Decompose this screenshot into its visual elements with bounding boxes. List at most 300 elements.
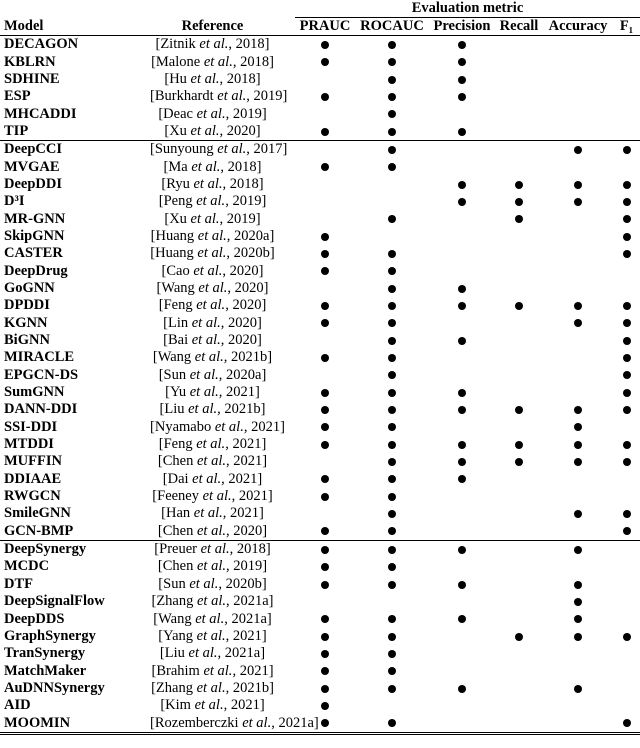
filled-circle-icon bbox=[388, 510, 396, 518]
metric-cell-f₁ bbox=[613, 662, 640, 679]
citation-author: Liu bbox=[164, 645, 185, 662]
filled-circle-icon bbox=[388, 563, 396, 571]
model-name: SSI-DDI bbox=[4, 418, 58, 435]
metric-cell-f₁ bbox=[613, 645, 640, 662]
citation-author: Kim bbox=[165, 697, 191, 714]
filled-circle-icon bbox=[388, 458, 396, 466]
metric-cell-rocauc bbox=[355, 141, 429, 159]
metric-cell-recall bbox=[495, 262, 543, 279]
filled-circle-icon bbox=[623, 719, 631, 727]
citation-etal: et al. bbox=[196, 679, 226, 696]
citation-year: 2021 bbox=[230, 505, 260, 522]
citation-year: 2019 bbox=[232, 105, 262, 122]
citation-author: Sunyoung bbox=[154, 141, 214, 158]
table-row bbox=[0, 210, 640, 227]
citation-etal: et al. bbox=[193, 175, 223, 192]
metric-cell-f₁ bbox=[613, 105, 640, 122]
metric-cell-rocauc bbox=[355, 332, 429, 349]
metric-cell-prauc bbox=[295, 593, 355, 610]
citation-etal: et al. bbox=[214, 418, 244, 435]
metric-cell-f₁ bbox=[613, 297, 640, 314]
reference-citation: [Zitnik et al., 2018] bbox=[155, 36, 270, 53]
filled-circle-icon bbox=[623, 250, 631, 258]
table-row bbox=[0, 662, 640, 679]
filled-circle-icon bbox=[458, 41, 466, 49]
metric-cell-accuracy bbox=[543, 297, 613, 314]
filled-circle-icon bbox=[574, 319, 582, 327]
filled-circle-icon bbox=[458, 128, 466, 136]
citation-year: 2021a bbox=[231, 610, 267, 627]
filled-circle-icon bbox=[388, 110, 396, 118]
citation-author: Xu bbox=[169, 122, 187, 139]
metric-cell-f₁ bbox=[613, 401, 640, 418]
citation-year: 2020a bbox=[234, 227, 270, 244]
filled-circle-icon bbox=[388, 337, 396, 345]
metric-cell-recall bbox=[495, 53, 543, 70]
metric-cell-prauc bbox=[295, 419, 355, 436]
citation-year: 2021 bbox=[251, 418, 281, 435]
filled-circle-icon bbox=[388, 493, 396, 501]
metric-cell-accuracy bbox=[543, 280, 613, 297]
citation-year: 2020b bbox=[233, 245, 270, 262]
citation-year: 2021b bbox=[231, 349, 268, 366]
metric-cell-prauc bbox=[295, 228, 355, 245]
filled-circle-icon bbox=[321, 615, 329, 623]
metric-cell-precision bbox=[429, 471, 495, 488]
filled-circle-icon bbox=[388, 685, 396, 693]
metric-cell-f₁ bbox=[613, 419, 640, 436]
model-name: MVGAE bbox=[4, 158, 60, 175]
reference-citation: [Feng et al., 2020] bbox=[158, 297, 267, 314]
reference-citation: [Nyamabo et al., 2021] bbox=[150, 418, 285, 435]
metric-cell-accuracy bbox=[543, 262, 613, 279]
metric-cell-prauc bbox=[295, 505, 355, 522]
metric-cell-prauc bbox=[295, 401, 355, 418]
table-row bbox=[0, 453, 640, 470]
metric-cell-rocauc bbox=[355, 714, 429, 733]
reference-citation: [Burkhardt et al., 2019] bbox=[150, 88, 288, 105]
model-name: SumGNN bbox=[4, 384, 65, 401]
metric-cell-accuracy bbox=[543, 610, 613, 627]
metric-cell-rocauc bbox=[355, 436, 429, 453]
metric-cell-precision bbox=[429, 645, 495, 662]
metric-cell-rocauc bbox=[355, 576, 429, 593]
metric-cell-precision bbox=[429, 141, 495, 159]
filled-circle-icon bbox=[321, 267, 329, 275]
model-name: SkipGNN bbox=[4, 227, 65, 244]
model-name: GCN-BMP bbox=[4, 522, 74, 539]
reference-citation: [Xu et al., 2020] bbox=[164, 122, 261, 139]
citation-etal: et al. bbox=[190, 70, 220, 87]
metric-cell-f₁ bbox=[613, 453, 640, 470]
model-name: GoGNN bbox=[4, 279, 55, 296]
metric-cell-rocauc bbox=[355, 245, 429, 262]
metric-cell-precision bbox=[429, 628, 495, 645]
model-name: AID bbox=[4, 697, 31, 714]
citation-author: Wang bbox=[161, 279, 195, 296]
metric-cell-prauc bbox=[295, 471, 355, 488]
filled-circle-icon bbox=[321, 650, 329, 658]
filled-circle-icon bbox=[458, 181, 466, 189]
filled-circle-icon bbox=[388, 441, 396, 449]
reference-citation: [Xu et al., 2019] bbox=[164, 210, 261, 227]
metric-cell-precision bbox=[429, 419, 495, 436]
metric-cell-recall bbox=[495, 576, 543, 593]
model-name: D³I bbox=[4, 193, 25, 210]
metric-cell-rocauc bbox=[355, 488, 429, 505]
metric-cell-accuracy bbox=[543, 332, 613, 349]
citation-year: 2018 bbox=[240, 53, 270, 70]
filled-circle-icon bbox=[515, 215, 523, 223]
filled-circle-icon bbox=[321, 563, 329, 571]
model-name: DECAGON bbox=[4, 36, 79, 53]
citation-year: 2018 bbox=[226, 70, 256, 87]
metric-cell-rocauc bbox=[355, 401, 429, 418]
filled-circle-icon bbox=[321, 93, 329, 101]
filled-circle-icon bbox=[321, 546, 329, 554]
metric-cell-prauc bbox=[295, 210, 355, 227]
table-row bbox=[0, 697, 640, 714]
metric-cell-rocauc bbox=[355, 315, 429, 332]
model-name: RWGCN bbox=[4, 488, 61, 505]
table-row bbox=[0, 332, 640, 349]
metric-cell-prauc bbox=[295, 245, 355, 262]
citation-author: Chen bbox=[162, 522, 194, 539]
metric-cell-accuracy bbox=[543, 245, 613, 262]
metric-cell-recall bbox=[495, 176, 543, 193]
metric-cell-rocauc bbox=[355, 297, 429, 314]
citation-year: 2021 bbox=[230, 697, 260, 714]
citation-etal: et al. bbox=[191, 314, 221, 331]
table-row bbox=[0, 123, 640, 141]
model-name: DeepSynergy bbox=[0, 540, 150, 558]
filled-circle-icon bbox=[623, 527, 631, 535]
filled-circle-icon bbox=[623, 337, 631, 345]
model-name: EPGCN-DS bbox=[4, 366, 79, 383]
filled-circle-icon bbox=[321, 581, 329, 589]
reference-citation: [Chen et al., 2021] bbox=[157, 453, 268, 470]
citation-author: Preuer bbox=[159, 541, 197, 558]
filled-circle-icon bbox=[515, 406, 523, 414]
metric-cell-precision bbox=[429, 523, 495, 541]
metric-cell-prauc bbox=[295, 540, 355, 558]
metric-cell-recall bbox=[495, 593, 543, 610]
filled-circle-icon bbox=[388, 423, 396, 431]
metric-cell-precision bbox=[429, 158, 495, 175]
citation-etal: et al. bbox=[189, 575, 219, 592]
citation-author: Feeney bbox=[157, 488, 199, 505]
metric-cell-prauc bbox=[295, 610, 355, 627]
filled-circle-icon bbox=[574, 546, 582, 554]
metric-cell-prauc bbox=[295, 53, 355, 70]
metric-cell-f₁ bbox=[613, 540, 640, 558]
metric-cell-accuracy bbox=[543, 384, 613, 401]
citation-year: 2021b bbox=[224, 401, 261, 418]
citation-author: Dai bbox=[167, 470, 189, 487]
model-name: DeepSignalFlow bbox=[4, 593, 105, 610]
filled-circle-icon bbox=[458, 406, 466, 414]
citation-etal: et al. bbox=[217, 88, 247, 105]
metric-cell-accuracy bbox=[543, 540, 613, 558]
citation-etal: et al. bbox=[196, 593, 226, 610]
filled-circle-icon bbox=[458, 93, 466, 101]
citation-year: 2018 bbox=[236, 541, 266, 558]
table-row bbox=[0, 262, 640, 279]
metric-cell-f₁ bbox=[613, 680, 640, 697]
metric-cell-f₁ bbox=[613, 141, 640, 159]
filled-circle-icon bbox=[321, 302, 329, 310]
citation-author: Huang bbox=[155, 227, 195, 244]
metric-cell-rocauc bbox=[355, 471, 429, 488]
filled-circle-icon bbox=[458, 615, 466, 623]
metric-cell-rocauc bbox=[355, 349, 429, 366]
reference-citation: [Chen et al., 2019] bbox=[157, 558, 268, 575]
filled-circle-icon bbox=[458, 475, 466, 483]
metric-cell-accuracy bbox=[543, 453, 613, 470]
citation-author: Feng bbox=[163, 297, 193, 314]
metric-cell-accuracy bbox=[543, 53, 613, 70]
metric-cell-f₁ bbox=[613, 523, 640, 541]
filled-circle-icon bbox=[388, 719, 396, 727]
metric-cell-precision bbox=[429, 384, 495, 401]
filled-circle-icon bbox=[574, 302, 582, 310]
filled-circle-icon bbox=[574, 458, 582, 466]
citation-author: Liu bbox=[164, 401, 185, 418]
citation-year: 2021 bbox=[233, 453, 263, 470]
metric-cell-recall bbox=[495, 36, 543, 54]
metric-cell-recall bbox=[495, 349, 543, 366]
metric-cell-rocauc bbox=[355, 228, 429, 245]
metric-cell-accuracy bbox=[543, 176, 613, 193]
reference-citation: [Bai et al., 2020] bbox=[163, 332, 262, 349]
filled-circle-icon bbox=[623, 406, 631, 414]
filled-circle-icon bbox=[388, 319, 396, 327]
model-name: CASTER bbox=[4, 245, 63, 262]
metric-cell-recall bbox=[495, 228, 543, 245]
filled-circle-icon bbox=[574, 685, 582, 693]
filled-circle-icon bbox=[321, 58, 329, 66]
citation-author: Hu bbox=[169, 70, 187, 87]
metric-cell-prauc bbox=[295, 158, 355, 175]
table-row bbox=[0, 419, 640, 436]
metric-cell-recall bbox=[495, 419, 543, 436]
reference-citation: [Chen et al., 2020] bbox=[157, 522, 268, 539]
metric-cell-prauc bbox=[295, 105, 355, 122]
filled-circle-icon bbox=[321, 128, 329, 136]
metric-cell-precision bbox=[429, 280, 495, 297]
metric-cell-prauc bbox=[295, 697, 355, 714]
metric-cell-prauc bbox=[295, 680, 355, 697]
table-row bbox=[0, 558, 640, 575]
metric-cell-precision bbox=[429, 367, 495, 384]
citation-etal: et al. bbox=[196, 558, 226, 575]
metric-cell-precision bbox=[429, 210, 495, 227]
filled-circle-icon bbox=[458, 198, 466, 206]
metric-cell-f₁ bbox=[613, 262, 640, 279]
metric-cell-prauc bbox=[295, 349, 355, 366]
metric-cell-recall bbox=[495, 558, 543, 575]
citation-etal: et al. bbox=[198, 279, 228, 296]
table-row bbox=[0, 540, 640, 558]
metric-cell-prauc bbox=[295, 71, 355, 88]
filled-circle-icon bbox=[574, 598, 582, 606]
filled-circle-icon bbox=[321, 354, 329, 362]
filled-circle-icon bbox=[388, 267, 396, 275]
metric-cell-precision bbox=[429, 680, 495, 697]
citation-year: 2021a bbox=[233, 593, 269, 610]
metric-cell-accuracy bbox=[543, 505, 613, 522]
model-name: KGNN bbox=[4, 314, 48, 331]
metric-cell-precision bbox=[429, 662, 495, 679]
model-name: MR-GNN bbox=[4, 210, 66, 227]
metric-cell-prauc bbox=[295, 488, 355, 505]
citation-etal: et al. bbox=[196, 522, 226, 539]
metric-cell-f₁ bbox=[613, 697, 640, 714]
citation-author: Peng bbox=[163, 193, 193, 210]
reference-citation: [Ma et al., 2018] bbox=[163, 158, 262, 175]
filled-circle-icon bbox=[623, 215, 631, 223]
metric-cell-recall bbox=[495, 523, 543, 541]
metric-column-header: PRAUC bbox=[295, 18, 355, 36]
table-row bbox=[0, 53, 640, 70]
filled-circle-icon bbox=[321, 633, 329, 641]
table-row bbox=[0, 141, 640, 159]
metric-cell-accuracy bbox=[543, 697, 613, 714]
reference-citation: [Zhang et al., 2021b] bbox=[151, 679, 274, 696]
citation-etal: et al. bbox=[197, 227, 227, 244]
metric-cell-rocauc bbox=[355, 645, 429, 662]
metric-cell-prauc bbox=[295, 280, 355, 297]
metric-cell-accuracy bbox=[543, 576, 613, 593]
metric-cell-accuracy bbox=[543, 662, 613, 679]
citation-etal: et al. bbox=[196, 193, 226, 210]
citation-etal: et al. bbox=[195, 610, 225, 627]
metric-cell-recall bbox=[495, 193, 543, 210]
metric-cell-f₁ bbox=[613, 471, 640, 488]
metric-cell-precision bbox=[429, 576, 495, 593]
reference-citation: [Liu et al., 2021b] bbox=[159, 401, 266, 418]
table-row bbox=[0, 488, 640, 505]
table-row bbox=[0, 315, 640, 332]
filled-circle-icon bbox=[388, 633, 396, 641]
metric-cell-rocauc bbox=[355, 210, 429, 227]
citation-author: Malone bbox=[155, 53, 201, 70]
metric-cell-precision bbox=[429, 332, 495, 349]
metric-cell-accuracy bbox=[543, 36, 613, 54]
table-row bbox=[0, 245, 640, 262]
reference-citation: [Dai et al., 2021] bbox=[162, 470, 263, 487]
citation-year: 2021 bbox=[238, 488, 268, 505]
filled-circle-icon bbox=[623, 458, 631, 466]
metric-cell-precision bbox=[429, 176, 495, 193]
citation-year: 2020 bbox=[233, 522, 263, 539]
metric-cell-f₁ bbox=[613, 384, 640, 401]
reference-citation: [Hu et al., 2018] bbox=[164, 70, 261, 87]
metric-cell-prauc bbox=[295, 628, 355, 645]
metric-cell-rocauc bbox=[355, 176, 429, 193]
metric-cell-precision bbox=[429, 297, 495, 314]
model-name: DDIAAE bbox=[4, 470, 62, 487]
citation-etal: et al. bbox=[191, 158, 221, 175]
filled-circle-icon bbox=[388, 389, 396, 397]
citation-author: Cao bbox=[166, 262, 190, 279]
citation-author: Nyamabo bbox=[154, 418, 212, 435]
filled-circle-icon bbox=[458, 285, 466, 293]
citation-year: 2020 bbox=[229, 262, 259, 279]
citation-etal: et al. bbox=[203, 53, 233, 70]
metric-cell-recall bbox=[495, 245, 543, 262]
metric-cell-prauc bbox=[295, 88, 355, 105]
filled-circle-icon bbox=[321, 319, 329, 327]
metric-cell-f₁ bbox=[613, 280, 640, 297]
metric-cell-accuracy bbox=[543, 210, 613, 227]
citation-author: Xu bbox=[169, 210, 187, 227]
metric-cell-f₁ bbox=[613, 315, 640, 332]
filled-circle-icon bbox=[321, 527, 329, 535]
metric-cell-recall bbox=[495, 297, 543, 314]
reference-citation: [Feng et al., 2021] bbox=[158, 436, 267, 453]
filled-circle-icon bbox=[515, 633, 523, 641]
metric-cell-accuracy bbox=[543, 471, 613, 488]
metric-cell-accuracy bbox=[543, 558, 613, 575]
filled-circle-icon bbox=[623, 371, 631, 379]
filled-circle-icon bbox=[321, 406, 329, 414]
filled-circle-icon bbox=[388, 650, 396, 658]
citation-year: 2018 bbox=[229, 175, 259, 192]
metric-cell-accuracy bbox=[543, 714, 613, 733]
filled-circle-icon bbox=[388, 215, 396, 223]
filled-circle-icon bbox=[574, 406, 582, 414]
filled-circle-icon bbox=[388, 58, 396, 66]
metric-cell-prauc bbox=[295, 558, 355, 575]
filled-circle-icon bbox=[574, 633, 582, 641]
citation-etal: et al. bbox=[203, 662, 233, 679]
metric-cell-prauc bbox=[295, 176, 355, 193]
model-name: SDHINE bbox=[4, 70, 60, 87]
model-column-header: Model bbox=[0, 18, 150, 36]
citation-author: Yang bbox=[163, 627, 194, 644]
metric-cell-f₁ bbox=[613, 349, 640, 366]
filled-circle-icon bbox=[458, 458, 466, 466]
citation-etal: et al. bbox=[190, 210, 220, 227]
metric-cell-recall bbox=[495, 714, 543, 733]
table-row bbox=[0, 523, 640, 541]
filled-circle-icon bbox=[388, 128, 396, 136]
metric-cell-precision bbox=[429, 315, 495, 332]
metric-cell-rocauc bbox=[355, 367, 429, 384]
model-name: AuDNNSynergy bbox=[4, 679, 105, 696]
reference-citation: [Yang et al., 2021] bbox=[158, 627, 267, 644]
citation-year: 2019 bbox=[253, 88, 283, 105]
metric-cell-f₁ bbox=[613, 332, 640, 349]
metric-cell-rocauc bbox=[355, 123, 429, 141]
metric-cell-f₁ bbox=[613, 176, 640, 193]
table-row bbox=[0, 88, 640, 105]
citation-etal: et al. bbox=[193, 505, 223, 522]
metric-cell-precision bbox=[429, 488, 495, 505]
metric-cell-prauc bbox=[295, 662, 355, 679]
reference-citation: [Sun et al., 2020a] bbox=[158, 366, 267, 383]
metric-cell-recall bbox=[495, 610, 543, 627]
metric-cell-accuracy bbox=[543, 158, 613, 175]
metric-cell-f₁ bbox=[613, 610, 640, 627]
filled-circle-icon bbox=[388, 41, 396, 49]
reference-citation: [Malone et al., 2018] bbox=[151, 53, 274, 70]
metric-cell-rocauc bbox=[355, 262, 429, 279]
metric-cell-prauc bbox=[295, 193, 355, 210]
metric-cell-rocauc bbox=[355, 540, 429, 558]
reference-citation: [Liu et al., 2021a] bbox=[159, 645, 266, 662]
